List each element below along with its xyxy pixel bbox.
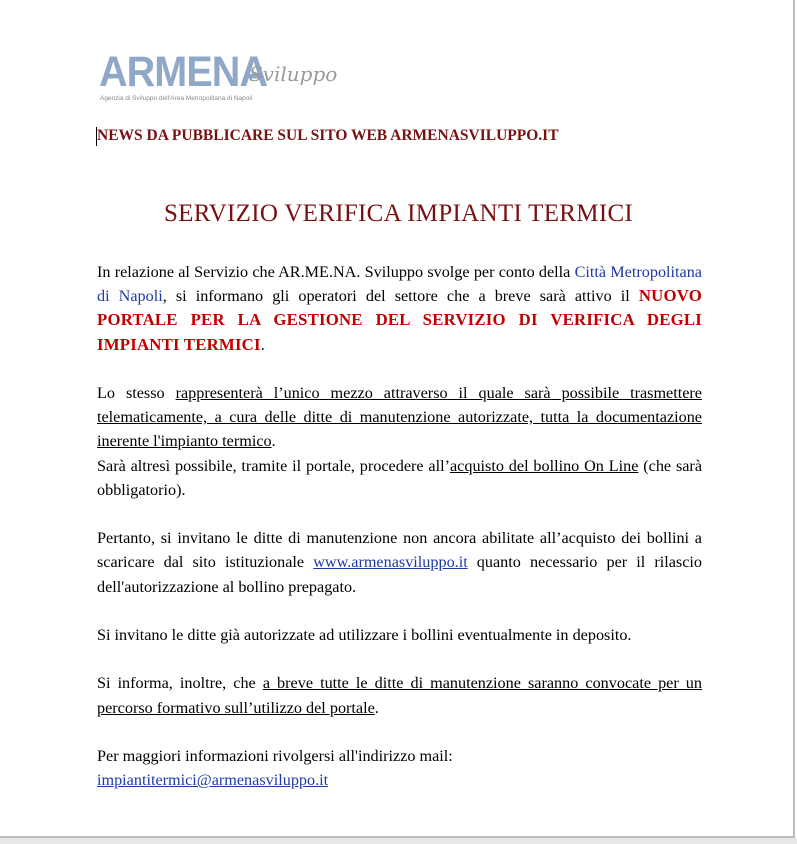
armena-logo: [99, 48, 339, 108]
text-run: In relazione al Servizio che AR.ME.NA. Sviluppo svolge per conto della: [97, 263, 575, 281]
underlined-text: a breve tutte le ditte di manutenzione saranno convocate per un percorso formativo sull’utilizzo del portale: [97, 674, 702, 717]
paragraph-bollino: [97, 454, 702, 502]
text-run: .: [271, 432, 276, 451]
city-name: Città Metropolitana di Napoli: [97, 263, 702, 306]
document-title: SERVIZIO VERIFICA IMPIANTI TERMICI: [163, 200, 634, 227]
paragraph-portal: [97, 381, 702, 454]
paragraph-training: [97, 671, 702, 719]
underlined-text: rappresenterà l’unico mezzo attraverso il quale sarà possibile trasmettere telematicamente, a cura delle ditte di manutenzione autorizzate, tutta la documentazione inerente l'impianto termico: [97, 384, 702, 451]
text-run: Per maggiori informazioni rivolgersi all'indirizzo mail:: [97, 746, 453, 765]
text-run: Sarà altresì possibile, tramite il portale, procedere all’: [97, 456, 450, 475]
portal-highlight: NUOVO PORTALE PER LA GESTIONE DEL SERVIZIO DI VERIFICA DEGLI IMPIANTI TERMICI: [97, 286, 702, 354]
text-run: .: [260, 335, 265, 354]
logo-wordmark: ARMENA: [99, 48, 268, 96]
logo-script: Sviluppo: [249, 62, 338, 86]
text-run: .: [374, 698, 379, 717]
bottom-strip: [0, 838, 797, 844]
document-body: [97, 260, 702, 792]
text-run: Si informa, inoltre, che: [97, 674, 263, 693]
paragraph-intro: [97, 260, 702, 357]
text-run: Lo stesso: [97, 384, 176, 402]
text-run: (che sarà obbligatorio).: [97, 456, 702, 499]
underlined-text: acquisto del bollino On Line: [450, 456, 639, 475]
text-run: Pertanto, si invitano le ditte di manutenzione non ancora abilitate all’acquisto dei bollini a scaricare dal sito istituzionale: [97, 529, 702, 572]
paragraph-contact: [97, 744, 702, 792]
logo-tagline: Agenzia di Sviluppo dell'Area Metropolitana di Napoli: [100, 95, 253, 102]
website-link[interactable]: www.armenasviluppo.it: [313, 553, 468, 572]
paragraph-download: [97, 526, 702, 599]
news-header: NEWS DA PUBBLICARE SUL SITO WEB ARMENASVILUPPO.IT: [97, 127, 559, 144]
paragraph-deposit: Si invitano le ditte già autorizzate ad utilizzare i bollini eventualmente in deposito.: [97, 626, 632, 644]
email-link[interactable]: impiantitermici@armenasviluppo.it: [97, 771, 329, 790]
text-run: quanto necessario per il rilascio dell'autorizzazione al bollino prepagato.: [97, 553, 702, 596]
text-run: , si informano gli operatori del settore che a breve sarà attivo il: [162, 287, 639, 306]
